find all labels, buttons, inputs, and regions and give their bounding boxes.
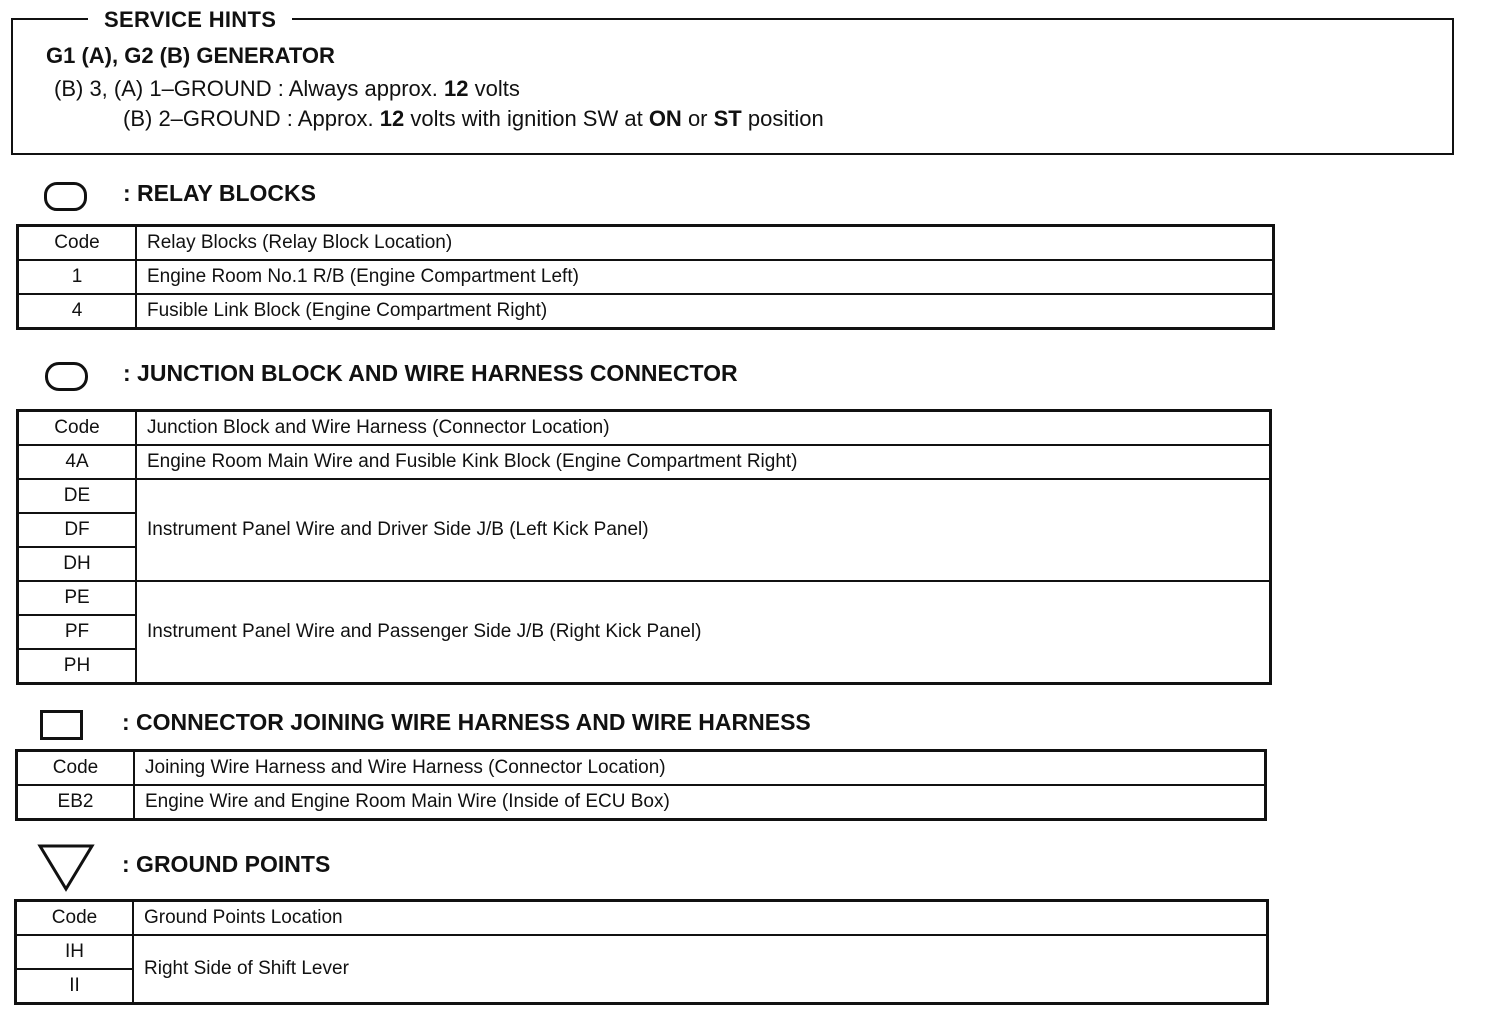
hint-line-1-value: 12 [444, 76, 469, 101]
connector-heading: : CONNECTOR JOINING WIRE HARNESS AND WIRE HARNESS [122, 709, 811, 735]
location-cell: Instrument Panel Wire and Passenger Side J/B (Right Kick Panel) [136, 581, 1270, 683]
hint-line-2-text-a: volts with ignition SW at [410, 106, 643, 131]
table-header-row [16, 901, 1267, 935]
table-row [18, 445, 1270, 479]
hint-line-2-terminal: (B) 2–GROUND : Approx. [123, 106, 374, 131]
code-cell: PH [18, 649, 136, 683]
table-header-row [17, 751, 1265, 785]
code-header: Code [18, 411, 136, 445]
junction-block-table [17, 410, 1271, 684]
table-row [17, 785, 1265, 819]
code-cell: DE [18, 479, 136, 513]
hint-line-2-text-b: or [687, 106, 708, 131]
table-header-row [18, 226, 1273, 260]
location-header: Joining Wire Harness and Wire Harness (Connector Location) [134, 751, 1265, 785]
code-cell: EB2 [17, 785, 134, 819]
location-cell: Instrument Panel Wire and Driver Side J/B (Left Kick Panel) [136, 479, 1270, 581]
connector-symbol-icon [40, 710, 83, 740]
code-cell: II [16, 969, 133, 1003]
code-header: Code [18, 226, 136, 260]
table-row [18, 479, 1270, 513]
table-row [18, 294, 1273, 328]
table-header-row [18, 411, 1270, 445]
hint-line-2-value: 12 [379, 106, 405, 131]
generator-heading: G1 (A), G2 (B) GENERATOR [46, 43, 335, 68]
table-row [18, 260, 1273, 294]
code-cell: DF [18, 513, 136, 547]
hint-line-2 [123, 106, 824, 132]
code-header: Code [16, 901, 133, 935]
hint-line-1-unit: volts [474, 76, 520, 101]
junction-block-symbol-icon [45, 362, 88, 391]
location-cell: Engine Room No.1 R/B (Engine Compartment Left) [136, 260, 1273, 294]
location-header: Junction Block and Wire Harness (Connector Location) [136, 411, 1270, 445]
service-hints-title: SERVICE HINTS [88, 7, 292, 33]
location-header: Relay Blocks (Relay Block Location) [136, 226, 1273, 260]
code-cell: 1 [18, 260, 136, 294]
location-header: Ground Points Location [133, 901, 1267, 935]
code-cell: IH [16, 935, 133, 969]
ground-points-heading: : GROUND POINTS [122, 851, 331, 877]
code-cell: 4A [18, 445, 136, 479]
hint-line-1 [54, 76, 520, 102]
hint-line-2-text-c: position [747, 106, 824, 131]
ground-points-table [15, 900, 1268, 1004]
hint-line-2-state-st: ST [713, 106, 742, 131]
hint-line-1-terminal: (B) 3, (A) 1–GROUND : Always approx. [54, 76, 438, 101]
relay-blocks-heading: : RELAY BLOCKS [123, 180, 316, 206]
code-header: Code [17, 751, 134, 785]
relay-blocks-table [17, 225, 1274, 329]
connector-table [16, 750, 1266, 820]
junction-block-heading: : JUNCTION BLOCK AND WIRE HARNESS CONNECTOR [123, 360, 738, 386]
code-cell: PE [18, 581, 136, 615]
location-cell: Engine Room Main Wire and Fusible Kink Block (Engine Compartment Right) [136, 445, 1270, 479]
table-row [18, 581, 1270, 615]
location-cell: Engine Wire and Engine Room Main Wire (Inside of ECU Box) [134, 785, 1265, 819]
ground-point-symbol-icon [37, 843, 95, 893]
relay-block-symbol-icon [44, 182, 87, 211]
code-cell: 4 [18, 294, 136, 328]
code-cell: DH [18, 547, 136, 581]
location-cell: Right Side of Shift Lever [133, 935, 1267, 1003]
hint-line-2-state-on: ON [648, 106, 682, 131]
code-cell: PF [18, 615, 136, 649]
table-row [16, 935, 1267, 969]
location-cell: Fusible Link Block (Engine Compartment Right) [136, 294, 1273, 328]
